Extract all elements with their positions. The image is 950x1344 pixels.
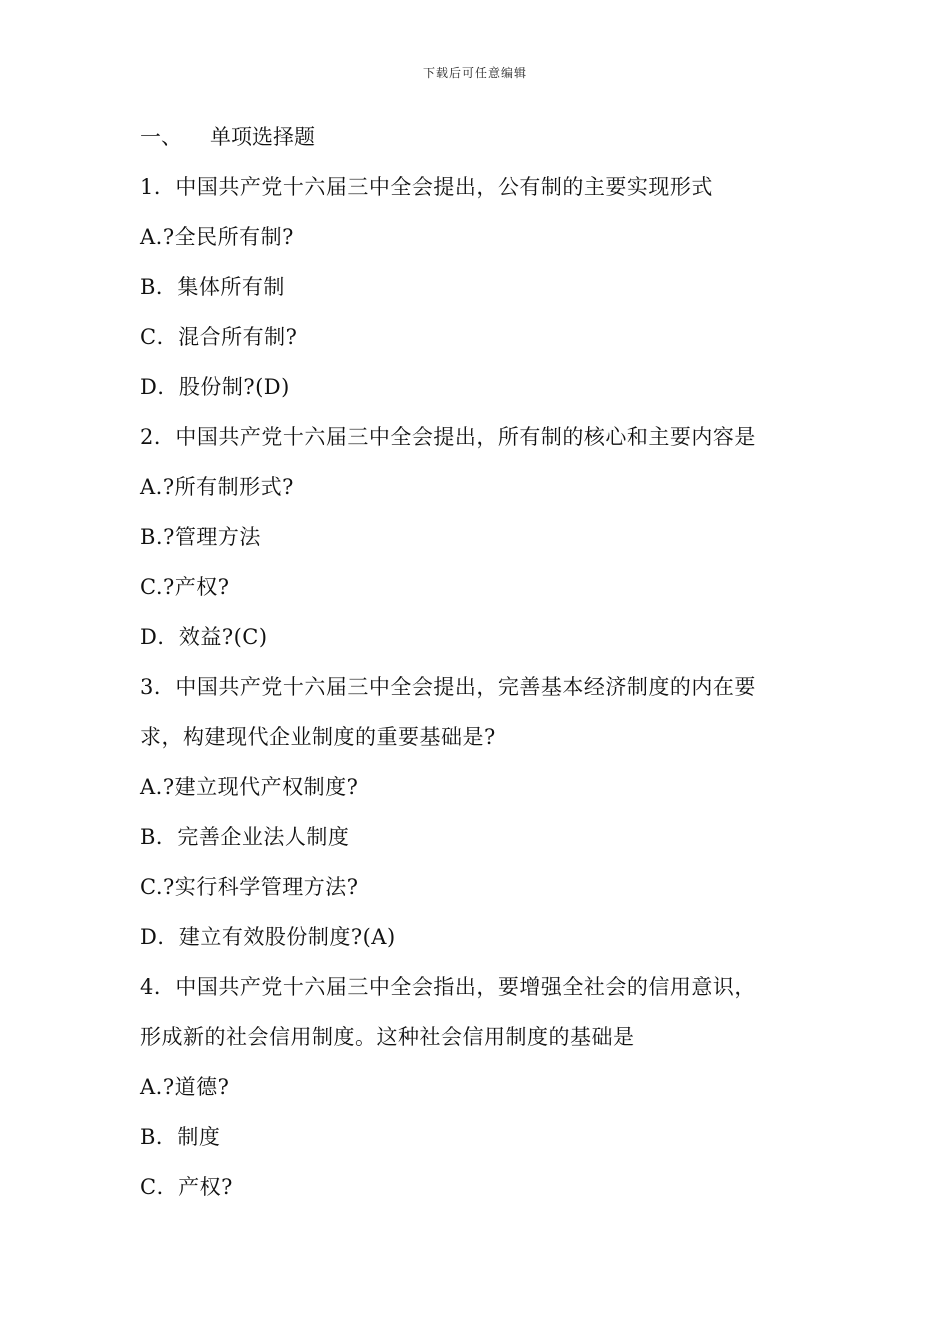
question-1-option-a: A.?全民所有制? [140,225,294,249]
question-1-option-c: C．混合所有制? [140,325,298,349]
question-4-option-c: C．产权? [140,1175,233,1199]
question-2-stem: 2．中国共产党十六届三中全会提出，所有制的核心和主要内容是 [140,425,756,449]
document-body [140,112,830,1212]
question-3-option-d: D．建立有效股份制度?(A) [140,925,396,949]
section-heading [140,112,830,162]
question-4-stem-line-1: 4．中国共产党十六届三中全会指出，要增强全社会的信用意识， [140,975,756,999]
question-4-option-a: A.?道德? [140,1075,230,1099]
question-1-option-b: B．集体所有制 [140,275,285,299]
question-3-option-c: C.?实行科学管理方法? [140,875,359,899]
question-3-stem-line-2: 求，构建现代企业制度的重要基础是? [140,725,496,749]
question-2-option-a: A.?所有制形式? [140,475,294,499]
question-3-option-b: B．完善企业法人制度 [140,825,350,849]
question-2-option-b: B.?管理方法 [140,525,261,549]
question-3-stem-line-1: 3．中国共产党十六届三中全会提出，完善基本经济制度的内在要 [140,675,756,699]
section-title: 单项选择题 [210,125,315,149]
question-3-option-a: A.?建立现代产权制度? [140,775,359,799]
page-header-watermark: 下载后可任意编辑 [422,66,527,80]
question-2-option-c: C.?产权? [140,575,230,599]
question-1-option-d: D．股份制?(D) [140,375,290,399]
question-2-option-d: D．效益?(C) [140,625,268,649]
question-4-stem-line-2: 形成新的社会信用制度。这种社会信用制度的基础是 [140,1025,635,1049]
question-4-option-b: B．制度 [140,1125,221,1149]
section-number: 一、 [140,125,182,149]
question-1-stem: 1．中国共产党十六届三中全会提出，公有制的主要实现形式 [140,175,713,199]
